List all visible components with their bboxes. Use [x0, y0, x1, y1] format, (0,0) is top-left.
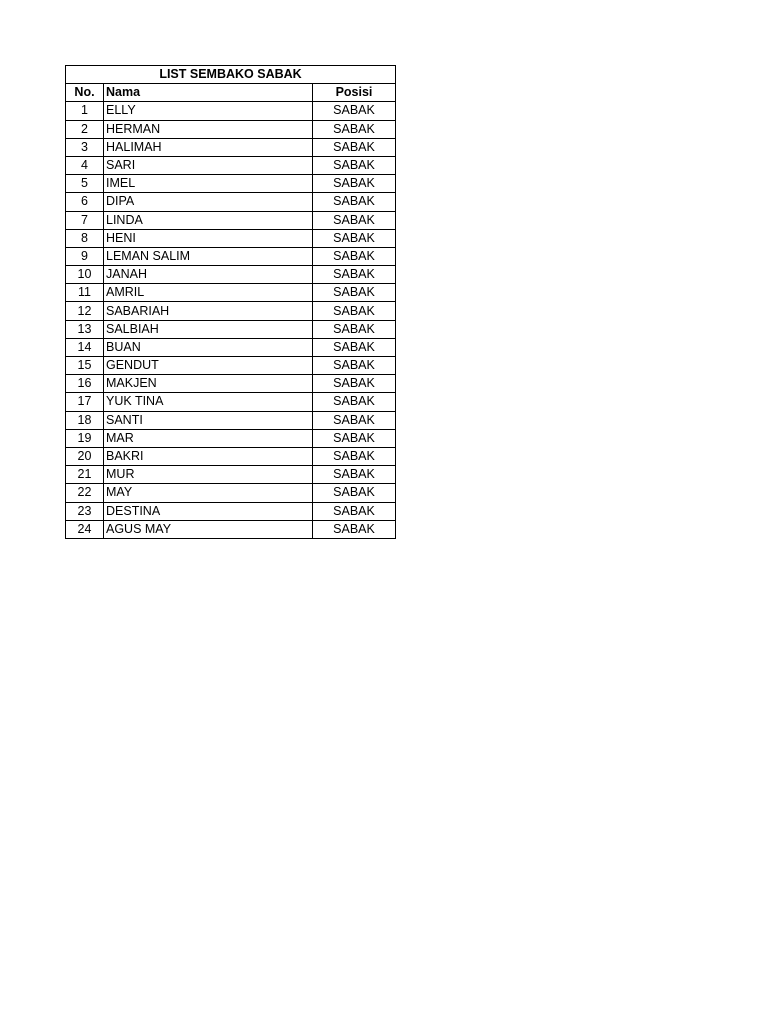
- table-row: [66, 229, 396, 247]
- posisi-cell[interactable]: SABAK: [313, 520, 396, 538]
- table-row: [66, 120, 396, 138]
- posisi-cell[interactable]: SABAK: [313, 338, 396, 356]
- nama-cell[interactable]: SARI: [104, 156, 313, 174]
- table-row: [66, 411, 396, 429]
- header-row: [66, 84, 396, 102]
- nama-cell[interactable]: GENDUT: [104, 357, 313, 375]
- nama-cell[interactable]: JANAH: [104, 266, 313, 284]
- posisi-cell[interactable]: SABAK: [313, 484, 396, 502]
- no-cell[interactable]: 5: [66, 175, 104, 193]
- table-row: [66, 102, 396, 120]
- nama-cell[interactable]: SALBIAH: [104, 320, 313, 338]
- nama-cell[interactable]: ELLY: [104, 102, 313, 120]
- table-row: [66, 447, 396, 465]
- table-body: [66, 102, 396, 539]
- title-row: [66, 66, 396, 84]
- sembako-table: [65, 65, 396, 539]
- no-cell[interactable]: 18: [66, 411, 104, 429]
- table-row: [66, 175, 396, 193]
- nama-cell[interactable]: MAR: [104, 429, 313, 447]
- posisi-cell[interactable]: SABAK: [313, 175, 396, 193]
- table-row: [66, 502, 396, 520]
- nama-cell[interactable]: MUR: [104, 466, 313, 484]
- nama-cell[interactable]: DIPA: [104, 193, 313, 211]
- nama-cell[interactable]: MAKJEN: [104, 375, 313, 393]
- nama-cell[interactable]: AMRIL: [104, 284, 313, 302]
- posisi-cell[interactable]: SABAK: [313, 120, 396, 138]
- posisi-cell[interactable]: SABAK: [313, 284, 396, 302]
- nama-cell[interactable]: IMEL: [104, 175, 313, 193]
- no-cell[interactable]: 12: [66, 302, 104, 320]
- table-row: [66, 466, 396, 484]
- posisi-cell[interactable]: SABAK: [313, 466, 396, 484]
- no-cell[interactable]: 10: [66, 266, 104, 284]
- table-row: [66, 193, 396, 211]
- nama-cell[interactable]: YUK TINA: [104, 393, 313, 411]
- nama-cell[interactable]: MAY: [104, 484, 313, 502]
- posisi-cell[interactable]: SABAK: [313, 447, 396, 465]
- header-no[interactable]: No.: [66, 84, 104, 102]
- table-row: [66, 357, 396, 375]
- no-cell[interactable]: 13: [66, 320, 104, 338]
- posisi-cell[interactable]: SABAK: [313, 247, 396, 265]
- table-row: [66, 320, 396, 338]
- no-cell[interactable]: 19: [66, 429, 104, 447]
- posisi-cell[interactable]: SABAK: [313, 429, 396, 447]
- nama-cell[interactable]: DESTINA: [104, 502, 313, 520]
- no-cell[interactable]: 7: [66, 211, 104, 229]
- no-cell[interactable]: 4: [66, 156, 104, 174]
- no-cell[interactable]: 22: [66, 484, 104, 502]
- no-cell[interactable]: 23: [66, 502, 104, 520]
- table-row: [66, 266, 396, 284]
- posisi-cell[interactable]: SABAK: [313, 156, 396, 174]
- no-cell[interactable]: 3: [66, 138, 104, 156]
- posisi-cell[interactable]: SABAK: [313, 266, 396, 284]
- no-cell[interactable]: 11: [66, 284, 104, 302]
- posisi-cell[interactable]: SABAK: [313, 502, 396, 520]
- table-row: [66, 284, 396, 302]
- table-row: [66, 484, 396, 502]
- nama-cell[interactable]: SANTI: [104, 411, 313, 429]
- posisi-cell[interactable]: SABAK: [313, 357, 396, 375]
- posisi-cell[interactable]: SABAK: [313, 393, 396, 411]
- nama-cell[interactable]: HENI: [104, 229, 313, 247]
- posisi-cell[interactable]: SABAK: [313, 138, 396, 156]
- no-cell[interactable]: 6: [66, 193, 104, 211]
- header-posisi[interactable]: Posisi: [313, 84, 396, 102]
- no-cell[interactable]: 15: [66, 357, 104, 375]
- posisi-cell[interactable]: SABAK: [313, 375, 396, 393]
- nama-cell[interactable]: BAKRI: [104, 447, 313, 465]
- no-cell[interactable]: 20: [66, 447, 104, 465]
- header-nama[interactable]: Nama: [104, 84, 313, 102]
- table-row: [66, 375, 396, 393]
- table-title[interactable]: LIST SEMBAKO SABAK: [66, 66, 396, 84]
- table-row: [66, 393, 396, 411]
- no-cell[interactable]: 1: [66, 102, 104, 120]
- table-row: [66, 211, 396, 229]
- spreadsheet-page: [65, 65, 396, 539]
- no-cell[interactable]: 21: [66, 466, 104, 484]
- table-row: [66, 156, 396, 174]
- nama-cell[interactable]: HALIMAH: [104, 138, 313, 156]
- posisi-cell[interactable]: SABAK: [313, 102, 396, 120]
- nama-cell[interactable]: LEMAN SALIM: [104, 247, 313, 265]
- posisi-cell[interactable]: SABAK: [313, 211, 396, 229]
- no-cell[interactable]: 9: [66, 247, 104, 265]
- table-row: [66, 520, 396, 538]
- posisi-cell[interactable]: SABAK: [313, 193, 396, 211]
- table-row: [66, 338, 396, 356]
- posisi-cell[interactable]: SABAK: [313, 229, 396, 247]
- table-row: [66, 138, 396, 156]
- table-row: [66, 429, 396, 447]
- no-cell[interactable]: 17: [66, 393, 104, 411]
- nama-cell[interactable]: BUAN: [104, 338, 313, 356]
- no-cell[interactable]: 24: [66, 520, 104, 538]
- no-cell[interactable]: 2: [66, 120, 104, 138]
- table-row: [66, 247, 396, 265]
- nama-cell[interactable]: SABARIAH: [104, 302, 313, 320]
- table-row: [66, 302, 396, 320]
- no-cell[interactable]: 8: [66, 229, 104, 247]
- posisi-cell[interactable]: SABAK: [313, 411, 396, 429]
- nama-cell[interactable]: LINDA: [104, 211, 313, 229]
- posisi-cell[interactable]: SABAK: [313, 302, 396, 320]
- posisi-cell[interactable]: SABAK: [313, 320, 396, 338]
- nama-cell[interactable]: AGUS MAY: [104, 520, 313, 538]
- no-cell[interactable]: 16: [66, 375, 104, 393]
- no-cell[interactable]: 14: [66, 338, 104, 356]
- nama-cell[interactable]: HERMAN: [104, 120, 313, 138]
